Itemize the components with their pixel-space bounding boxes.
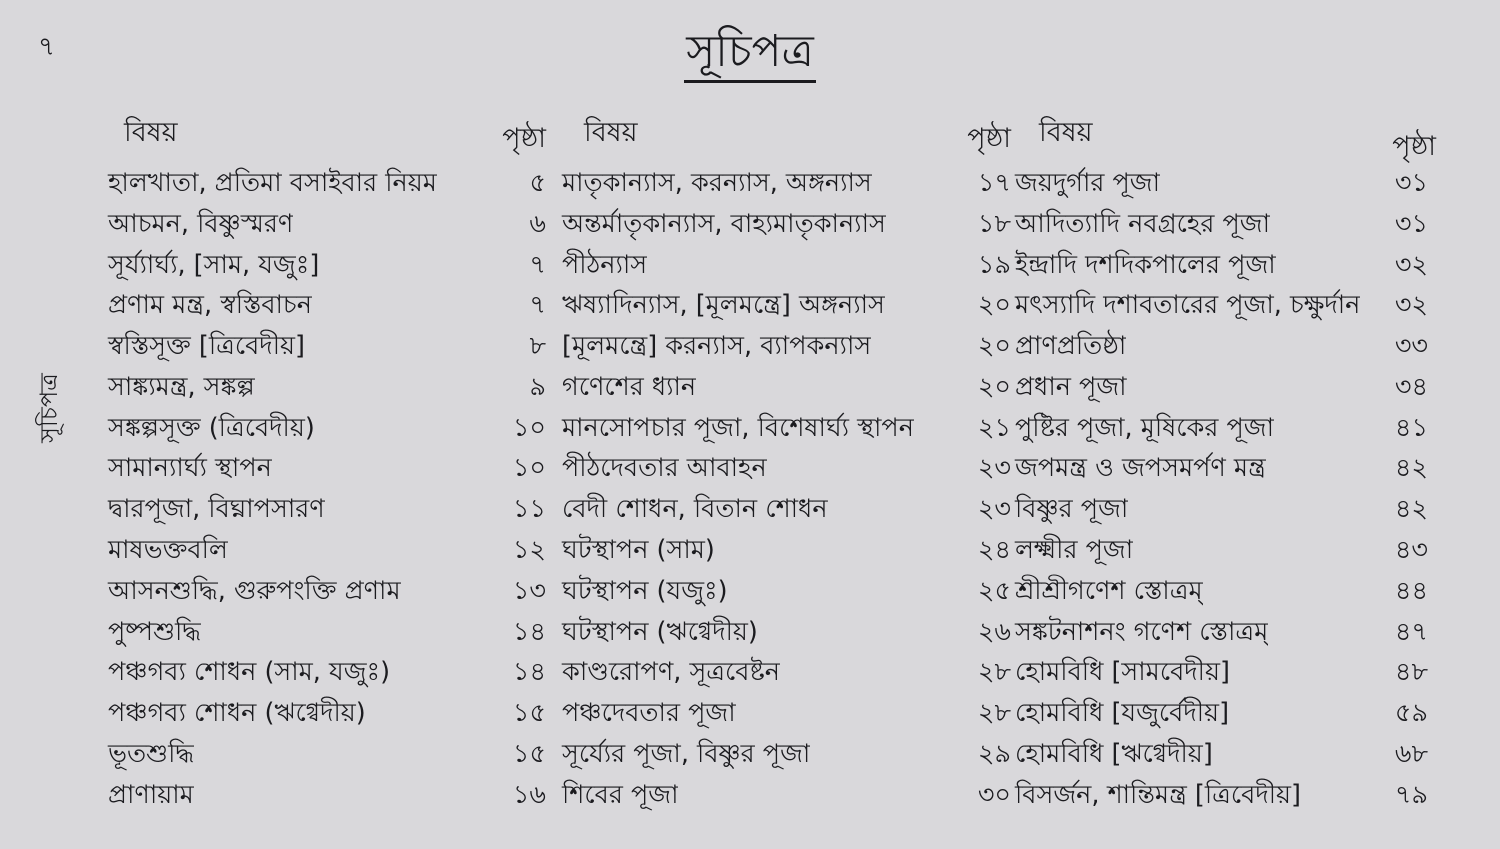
toc-entry: [556, 654, 1011, 695]
toc-entry: [1011, 531, 1436, 572]
contents-column-2: [556, 108, 1011, 817]
entry-subject: দ্বারপূজা, বিঘ্নাপসারণ: [108, 494, 325, 525]
entry-page-number: ২৯: [977, 739, 1011, 770]
toc-entry: [96, 531, 546, 572]
entry-subject: মৎস্যাদি দশাবতারের পূজা, চক্ষুর্দান: [1015, 290, 1361, 321]
column-header: [96, 108, 546, 164]
entry-page-number: ১৩: [512, 575, 546, 606]
entry-subject: ঋষ্যাদিন্যাস, [মূলমন্ত্রে] অঙ্গন্যাস: [562, 290, 885, 321]
entry-page-number: ৭: [529, 249, 546, 280]
entry-subject: বেদী শোধন, বিতান শোধন: [562, 494, 828, 525]
toc-entry: [96, 490, 546, 531]
toc-entry: [96, 450, 546, 491]
entry-page-number: ৩৪: [1394, 371, 1428, 402]
toc-entry: [1011, 205, 1436, 246]
entry-subject: পঞ্চগব্য শোধন (সাম, যজুঃ): [108, 657, 391, 688]
toc-entry: [96, 613, 546, 654]
toc-entry: [96, 572, 546, 613]
entry-page-number: ৫৯: [1394, 698, 1428, 729]
entry-subject: পীঠদেবতার আবাহন: [562, 453, 767, 484]
entry-subject: সঙ্কটনাশনং গণেশ স্তোত্রম্: [1015, 616, 1269, 647]
entry-subject: ইন্দ্রাদি দশদিকপালের পূজা: [1015, 249, 1276, 280]
entry-subject: হালখাতা, প্রতিমা বসাইবার নিয়ম: [108, 167, 437, 198]
subject-header: বিষয়: [1039, 117, 1093, 148]
entry-page-number: ২০: [977, 331, 1011, 362]
entry-page-number: ৬: [529, 208, 546, 239]
toc-entry: [96, 409, 546, 450]
entry-subject: গণেশের ধ্যান: [562, 371, 697, 402]
toc-entry: [96, 694, 546, 735]
entry-subject: কাণ্ডরোপণ, সূত্রবেষ্টন: [562, 657, 780, 688]
entry-page-number: ১৮: [977, 208, 1011, 239]
entry-page-number: ৩১: [1394, 208, 1428, 239]
entry-subject: সাঙ্ক্যমন্ত্র, সঙ্কল্প: [108, 371, 255, 402]
contents-table: [96, 108, 1436, 828]
entry-page-number: ১৫: [512, 739, 546, 770]
toc-entry: [1011, 572, 1436, 613]
entry-subject: শ্রীশ্রীগণেশ স্তোত্রম্: [1015, 575, 1203, 606]
toc-entry: [556, 572, 1011, 613]
toc-entry: [556, 776, 1011, 817]
entry-subject: সামান্যার্ঘ্য স্থাপন: [108, 453, 272, 484]
entry-page-number: ৭: [529, 290, 546, 321]
entry-page-number: ৬৮: [1394, 739, 1428, 770]
toc-entry: [96, 735, 546, 776]
entry-page-number: ৭৯: [1394, 779, 1428, 810]
toc-entry: [96, 246, 546, 287]
toc-entry: [96, 205, 546, 246]
entry-page-number: ৪২: [1394, 453, 1428, 484]
entry-subject: পুষ্পশুদ্ধি: [108, 616, 202, 647]
subject-header: বিষয়: [584, 117, 638, 148]
entry-list: [96, 164, 546, 817]
entry-subject: বিষ্ণুর পূজা: [1015, 494, 1129, 525]
toc-entry: [556, 327, 1011, 368]
column-header: [556, 108, 1011, 164]
entry-page-number: ৫: [529, 167, 546, 198]
toc-entry: [1011, 409, 1436, 450]
subject-header: বিষয়: [124, 117, 178, 148]
toc-entry: [1011, 654, 1436, 695]
entry-subject: প্রধান পূজা: [1015, 371, 1127, 402]
toc-entry: [556, 286, 1011, 327]
entry-subject: জয়দুর্গার পূজা: [1015, 167, 1160, 198]
page-header: পৃষ্ঠা: [502, 123, 546, 154]
entry-subject: সূর্য্যার্ঘ্য, [সাম, যজুঃ]: [108, 249, 320, 280]
toc-entry: [1011, 368, 1436, 409]
page-header: পৃষ্ঠা: [967, 123, 1011, 154]
entry-page-number: ২১: [977, 412, 1011, 443]
entry-subject: আদিত্যাদি নবগ্রহের পূজা: [1015, 208, 1270, 239]
entry-subject: মাষভক্তবলি: [108, 535, 228, 566]
toc-entry: [96, 327, 546, 368]
entry-subject: হোমবিধি [ঋগ্বেদীয়]: [1015, 739, 1213, 770]
toc-entry: [96, 286, 546, 327]
entry-page-number: ৪৮: [1394, 657, 1428, 688]
page-title: [0, 28, 1500, 83]
entry-subject: প্রাণপ্রতিষ্ঠা: [1015, 331, 1127, 362]
toc-entry: [96, 654, 546, 695]
entry-list: [556, 164, 1011, 817]
entry-page-number: ২৬: [977, 616, 1011, 647]
contents-column-1: [96, 108, 546, 817]
entry-subject: ঘটস্থাপন (যজুঃ): [562, 575, 728, 606]
entry-subject: হোমবিধি [যজুর্বেদীয়]: [1015, 698, 1230, 729]
entry-page-number: ২৩: [977, 453, 1011, 484]
entry-subject: আসনশুদ্ধি, গুরুপংক্তি প্রণাম: [108, 575, 401, 606]
entry-page-number: ২০: [977, 371, 1011, 402]
toc-entry: [1011, 694, 1436, 735]
toc-entry: [556, 450, 1011, 491]
entry-subject: ভূতশুদ্ধি: [108, 739, 195, 770]
entry-page-number: ৩১: [1394, 167, 1428, 198]
toc-entry: [1011, 327, 1436, 368]
toc-entry: [556, 409, 1011, 450]
toc-entry: [556, 531, 1011, 572]
entry-subject: [মূলমন্ত্রে] করন্যাস, ব্যাপকন্যাস: [562, 331, 872, 362]
entry-page-number: ১৪: [512, 616, 546, 647]
entry-page-number: ১৯: [977, 249, 1011, 280]
entry-subject: লক্ষ্মীর পূজা: [1015, 535, 1134, 566]
entry-page-number: ৪৩: [1394, 535, 1428, 566]
toc-entry: [1011, 735, 1436, 776]
entry-page-number: ১৫: [512, 698, 546, 729]
entry-page-number: ৩০: [977, 779, 1011, 810]
entry-subject: শিবের পূজা: [562, 779, 679, 810]
page-number: ৭: [38, 32, 56, 62]
toc-entry: [1011, 490, 1436, 531]
toc-entry: [96, 776, 546, 817]
toc-entry: [556, 164, 1011, 205]
entry-subject: স্বস্তিসূক্ত [ত্রিবেদীয়]: [108, 331, 305, 362]
entry-subject: বিসর্জন, শান্তিমন্ত্র [ত্রিবেদীয়]: [1015, 779, 1301, 810]
entry-page-number: ১২: [512, 535, 546, 566]
entry-page-number: ৪৪: [1394, 575, 1428, 606]
toc-entry: [1011, 776, 1436, 817]
entry-page-number: ৪৭: [1394, 616, 1428, 647]
toc-entry: [96, 164, 546, 205]
entry-subject: সূর্য্যের পূজা, বিষ্ণুর পূজা: [562, 739, 811, 770]
entry-page-number: ২৮: [977, 657, 1011, 688]
toc-entry: [556, 613, 1011, 654]
entry-subject: প্রাণায়াম: [108, 779, 194, 810]
entry-subject: পঞ্চগব্য শোধন (ঋগ্বেদীয়): [108, 698, 366, 729]
entry-subject: মাতৃকান্যাস, করন্যাস, অঙ্গন্যাস: [562, 167, 872, 198]
entry-subject: ঘটস্থাপন (সাম): [562, 535, 715, 566]
entry-page-number: ৯: [529, 371, 546, 402]
entry-page-number: ১০: [512, 412, 546, 443]
toc-entry: [1011, 613, 1436, 654]
entry-subject: পীঠন্যাস: [562, 249, 648, 280]
entry-subject: হোমবিধি [সামবেদীয়]: [1015, 657, 1230, 688]
toc-entry: [556, 694, 1011, 735]
entry-page-number: ২৩: [977, 494, 1011, 525]
entry-subject: সঙ্কল্পসূক্ত (ত্রিবেদীয়): [108, 412, 315, 443]
entry-page-number: ২৪: [977, 535, 1011, 566]
entry-page-number: ৪১: [1394, 412, 1428, 443]
column-header: [1011, 108, 1436, 164]
entry-subject: জপমন্ত্র ও জপসমর্পণ মন্ত্র: [1015, 453, 1266, 484]
toc-entry: [556, 368, 1011, 409]
entry-page-number: ১১: [512, 494, 546, 525]
entry-page-number: ২৫: [977, 575, 1011, 606]
side-label: সূচিপত্র: [35, 373, 63, 443]
entry-page-number: ২০: [977, 290, 1011, 321]
entry-page-number: ১৪: [512, 657, 546, 688]
entry-subject: অন্তর্মাতৃকান্যাস, বাহ্যমাতৃকান্যাস: [562, 208, 886, 239]
entry-page-number: ৮: [529, 331, 546, 362]
entry-page-number: ১৭: [977, 167, 1011, 198]
entry-list: [1011, 164, 1436, 817]
entry-page-number: ১০: [512, 453, 546, 484]
entry-page-number: ৩৩: [1394, 331, 1428, 362]
toc-entry: [1011, 286, 1436, 327]
toc-entry: [1011, 450, 1436, 491]
entry-page-number: ৪২: [1394, 494, 1428, 525]
entry-subject: আচমন, বিষ্ণুস্মরণ: [108, 208, 294, 239]
entry-subject: পুষ্টির পূজা, মূষিকের পূজা: [1015, 412, 1275, 443]
entry-subject: মানসোপচার পূজা, বিশেষার্ঘ্য স্থাপন: [562, 412, 914, 443]
toc-entry: [556, 490, 1011, 531]
toc-entry: [556, 246, 1011, 287]
toc-entry: [1011, 164, 1436, 205]
contents-column-3: [1011, 108, 1436, 817]
entry-page-number: ৩২: [1394, 249, 1428, 280]
page-header: পৃষ্ঠা: [1392, 131, 1436, 162]
toc-entry: [96, 368, 546, 409]
entry-page-number: ৩২: [1394, 290, 1428, 321]
page-title-text: সূচিপত্র: [684, 28, 816, 83]
toc-entry: [1011, 246, 1436, 287]
entry-subject: পঞ্চদেবতার পূজা: [562, 698, 736, 729]
entry-page-number: ২৮: [977, 698, 1011, 729]
toc-entry: [556, 735, 1011, 776]
entry-subject: প্রণাম মন্ত্র, স্বস্তিবাচন: [108, 290, 312, 321]
entry-page-number: ১৬: [512, 779, 546, 810]
entry-subject: ঘটস্থাপন (ঋগ্বেদীয়): [562, 616, 758, 647]
toc-entry: [556, 205, 1011, 246]
